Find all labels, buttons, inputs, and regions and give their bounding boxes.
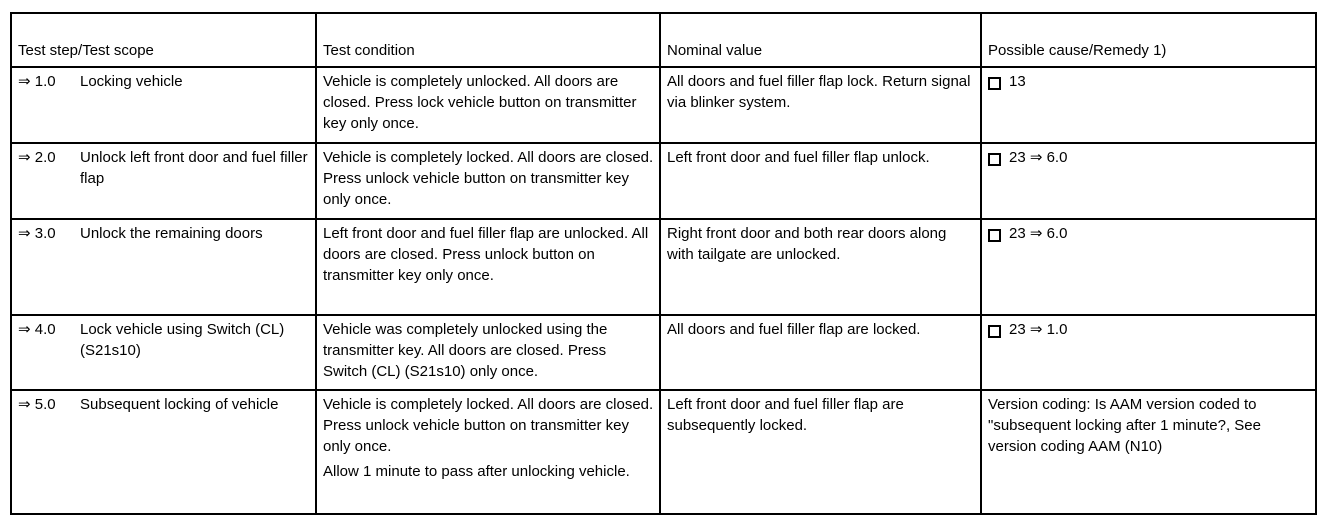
checkbox-icon xyxy=(988,325,1001,338)
remedy-cell xyxy=(981,219,1316,315)
step-scope: Subsequent locking of vehicle xyxy=(80,396,279,413)
test-step-cell xyxy=(11,219,316,315)
test-table xyxy=(10,12,1317,515)
remedy-text: 23 ⇒ 6.0 xyxy=(1009,149,1068,166)
nominal-value-cell: Left front door and fuel filler flap unlock. xyxy=(660,143,981,219)
table-row xyxy=(11,219,1316,315)
remedy-cell xyxy=(981,143,1316,219)
test-condition-cell xyxy=(316,390,660,514)
remedy-text: 23 ⇒ 1.0 xyxy=(1009,321,1068,338)
test-condition-cell xyxy=(316,143,660,219)
step-scope: Unlock left front door and fuel filler flap xyxy=(80,149,308,187)
condition-text: Vehicle was completely unlocked using the transmitter key. All doors are closed. Press Switch (CL) (S21s10) only once. xyxy=(323,321,608,380)
test-condition-cell xyxy=(316,315,660,390)
condition-text: Left front door and fuel filler flap are unlocked. All doors are closed. Press unlock button on transmitter key only once. xyxy=(323,225,649,284)
condition-text: Vehicle is completely locked. All doors are closed. Press unlock vehicle button on transmitter key only once. xyxy=(323,396,654,455)
header-nominal-value: Nominal value xyxy=(660,13,981,67)
remedy-text: 13 xyxy=(1009,73,1026,90)
step-number: ⇒ 2.0 xyxy=(18,149,56,166)
test-condition-cell xyxy=(316,219,660,315)
test-step-cell xyxy=(11,143,316,219)
checkbox-icon xyxy=(988,77,1001,90)
test-condition-cell xyxy=(316,67,660,143)
test-step-cell xyxy=(11,390,316,514)
condition-text: Vehicle is completely locked. All doors are closed. Press unlock vehicle button on transmitter key only once. xyxy=(323,149,654,208)
remedy-cell xyxy=(981,315,1316,390)
table-row xyxy=(11,315,1316,390)
header-test-step: Test step/Test scope xyxy=(11,13,316,67)
table-row xyxy=(11,390,1316,514)
nominal-value-cell: Right front door and both rear doors along with tailgate are unlocked. xyxy=(660,219,981,315)
header-row xyxy=(11,13,1316,67)
test-step-cell xyxy=(11,315,316,390)
remedy-text: 23 ⇒ 6.0 xyxy=(1009,225,1068,242)
nominal-value-cell: All doors and fuel filler flap lock. Return signal via blinker system. xyxy=(660,67,981,143)
table-row xyxy=(11,143,1316,219)
remedy-cell: Version coding: Is AAM version coded to "subsequent locking after 1 minute?, See version coding AAM (N10) xyxy=(981,390,1316,514)
step-number: ⇒ 4.0 xyxy=(18,321,56,338)
step-number: ⇒ 5.0 xyxy=(18,396,56,413)
step-number: ⇒ 1.0 xyxy=(18,73,56,90)
step-scope: Locking vehicle xyxy=(80,73,183,90)
test-table-container xyxy=(10,12,1315,515)
condition-extra-text: Allow 1 minute to pass after unlocking vehicle. xyxy=(323,463,630,480)
nominal-value-cell: Left front door and fuel filler flap are subsequently locked. xyxy=(660,390,981,514)
remedy-cell xyxy=(981,67,1316,143)
checkbox-icon xyxy=(988,153,1001,166)
step-number: ⇒ 3.0 xyxy=(18,225,56,242)
condition-text: Vehicle is completely unlocked. All doors are closed. Press lock vehicle button on transmitter key only once. xyxy=(323,73,637,132)
header-test-condition: Test condition xyxy=(316,13,660,67)
test-step-cell xyxy=(11,67,316,143)
table-row xyxy=(11,67,1316,143)
checkbox-icon xyxy=(988,229,1001,242)
step-scope: Unlock the remaining doors xyxy=(80,225,263,242)
nominal-value-cell: All doors and fuel filler flap are locked. xyxy=(660,315,981,390)
header-possible-cause: Possible cause/Remedy 1) xyxy=(981,13,1316,67)
step-scope: Lock vehicle using Switch (CL) (S21s10) xyxy=(80,321,285,359)
